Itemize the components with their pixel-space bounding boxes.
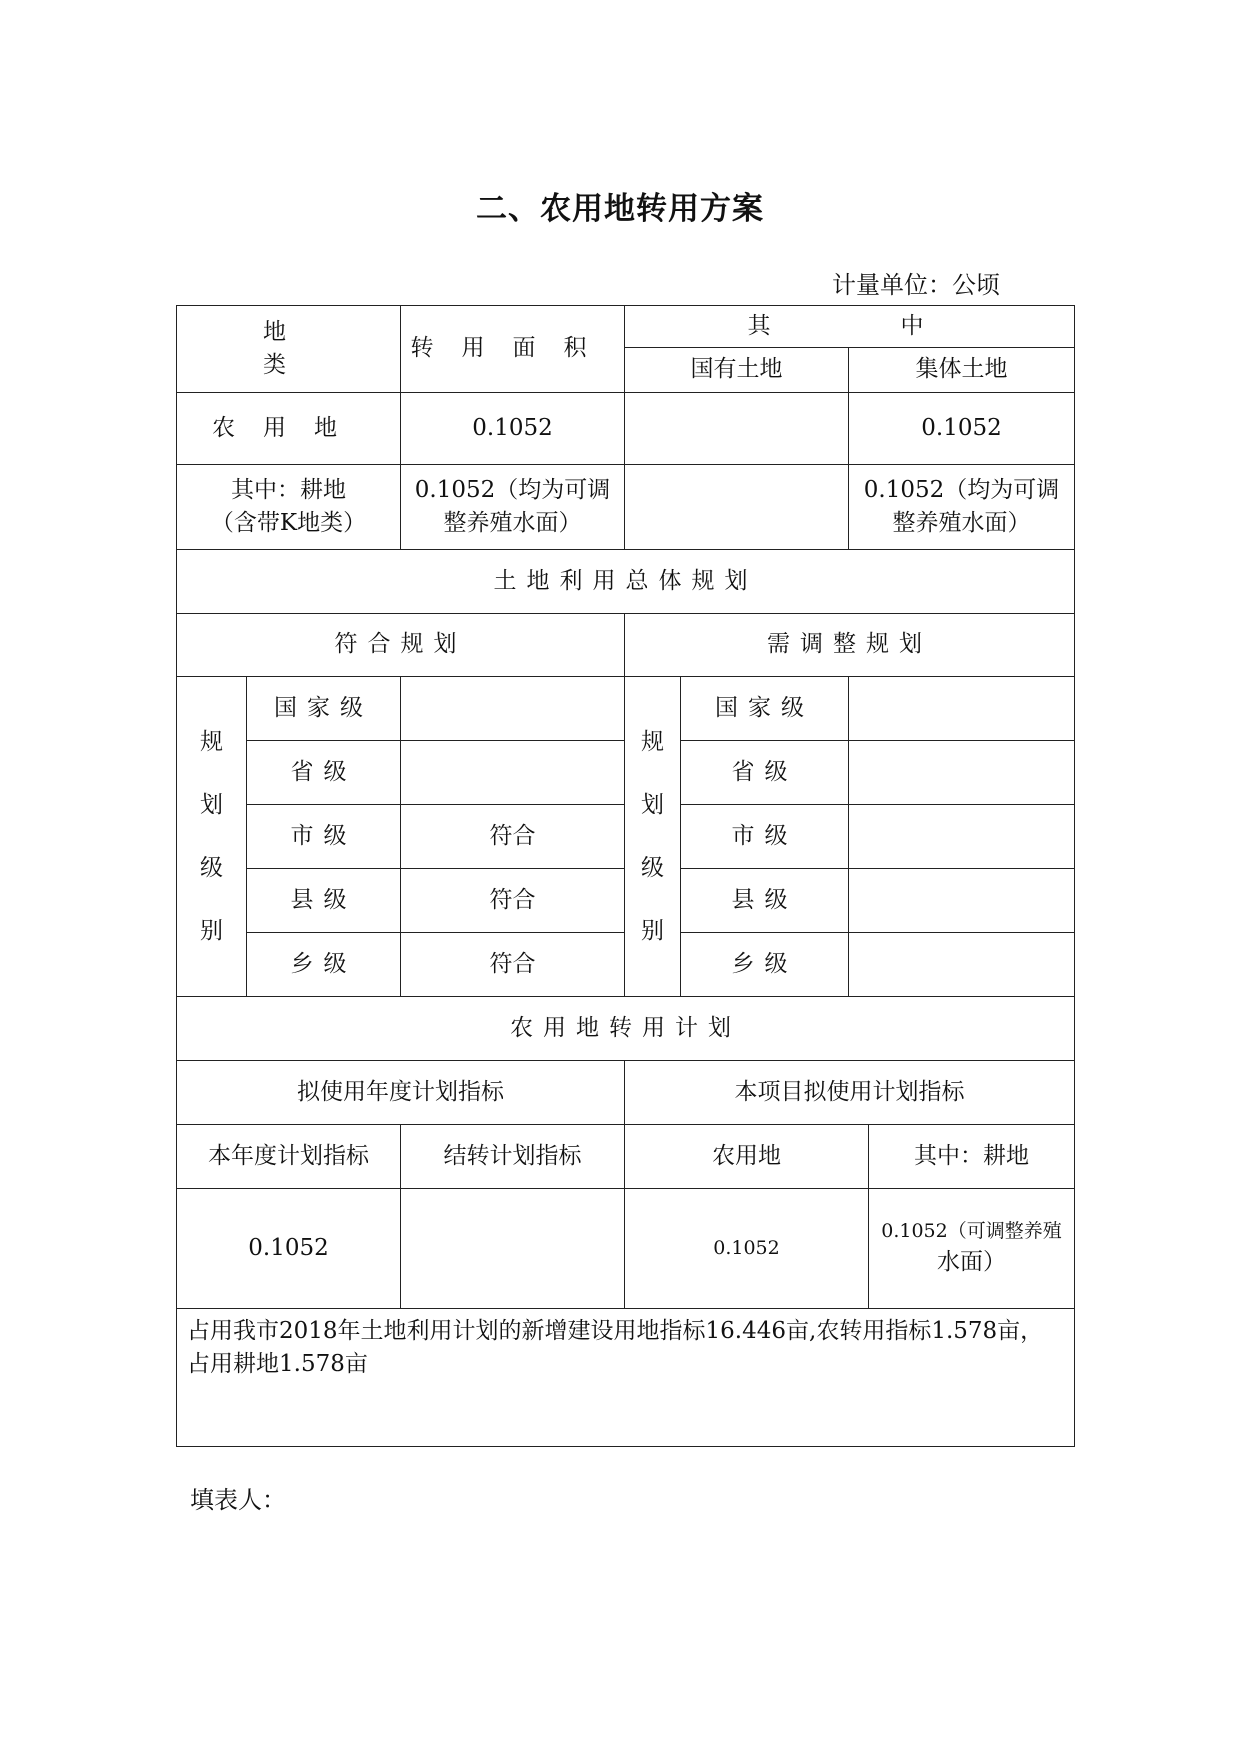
land-conversion-table: [176, 305, 1075, 1447]
farmland-state: [625, 393, 849, 465]
conversion-plan-title: 农用地转用计划: [177, 997, 1075, 1061]
col-this-year: 本年度计划指标: [177, 1125, 401, 1189]
adjust-title: 需调整规划: [625, 614, 1075, 677]
project-plan-title: 本项目拟使用计划指标: [625, 1061, 1075, 1125]
adjust-level-township: 乡级: [681, 933, 849, 997]
adjust-value-township: [849, 933, 1075, 997]
farmland-label: 农用地: [177, 393, 401, 465]
farmland-collective: 0.1052: [849, 393, 1075, 465]
cultivated-collective: 0.1052（均为可调 整养殖水面）: [849, 465, 1075, 550]
val-carryover: [401, 1189, 625, 1309]
header-of-which: 其 中: [625, 306, 1075, 348]
adjust-level-label: 规 划 级 别: [625, 677, 681, 997]
cultivated-label: 其中：耕地 （含带K地类）: [177, 465, 401, 550]
conform-value-national: [401, 677, 625, 741]
remark-text: 占用我市2018年土地利用计划的新增建设用地指标16.446亩,农转用指标1.578亩，占用耕地1.578亩: [177, 1309, 1075, 1447]
cultivated-area: 0.1052（均为可调 整养殖水面）: [401, 465, 625, 550]
conform-value-city: 符合: [401, 805, 625, 869]
conform-level-city: 市级: [247, 805, 401, 869]
header-area: 转用面积: [401, 306, 625, 393]
adjust-value-city: [849, 805, 1075, 869]
page-title: 二、农用地转用方案: [476, 191, 764, 227]
adjust-level-national: 国家级: [681, 677, 849, 741]
conform-level-county: 县级: [247, 869, 401, 933]
header-land-type: 地 类: [177, 306, 401, 393]
conform-title: 符合规划: [177, 614, 625, 677]
filler-label: 填表人：: [190, 1486, 286, 1514]
adjust-value-county: [849, 869, 1075, 933]
conform-value-county: 符合: [401, 869, 625, 933]
conform-value-township: 符合: [401, 933, 625, 997]
conform-level-township: 乡级: [247, 933, 401, 997]
col-carryover: 结转计划指标: [401, 1125, 625, 1189]
conform-level-label: 规 划 级 别: [177, 677, 247, 997]
header-collective-land: 集体土地: [849, 348, 1075, 393]
conform-level-province: 省级: [247, 741, 401, 805]
col-cultivated: 其中：耕地: [869, 1125, 1075, 1189]
farmland-area: 0.1052: [401, 393, 625, 465]
adjust-value-national: [849, 677, 1075, 741]
measurement-unit: 计量单位：公顷: [832, 271, 1000, 299]
planning-section-title: 土地利用总体规划: [177, 550, 1075, 614]
col-farmland: 农用地: [625, 1125, 869, 1189]
val-cultivated: 0.1052（可调整养殖 水面）: [869, 1189, 1075, 1309]
cultivated-state: [625, 465, 849, 550]
adjust-level-province: 省级: [681, 741, 849, 805]
adjust-level-city: 市级: [681, 805, 849, 869]
header-state-land: 国有土地: [625, 348, 849, 393]
conform-value-province: [401, 741, 625, 805]
annual-plan-title: 拟使用年度计划指标: [177, 1061, 625, 1125]
val-this-year: 0.1052: [177, 1189, 401, 1309]
conform-level-national: 国家级: [247, 677, 401, 741]
val-farmland: 0.1052: [625, 1189, 869, 1309]
adjust-level-county: 县级: [681, 869, 849, 933]
adjust-value-province: [849, 741, 1075, 805]
